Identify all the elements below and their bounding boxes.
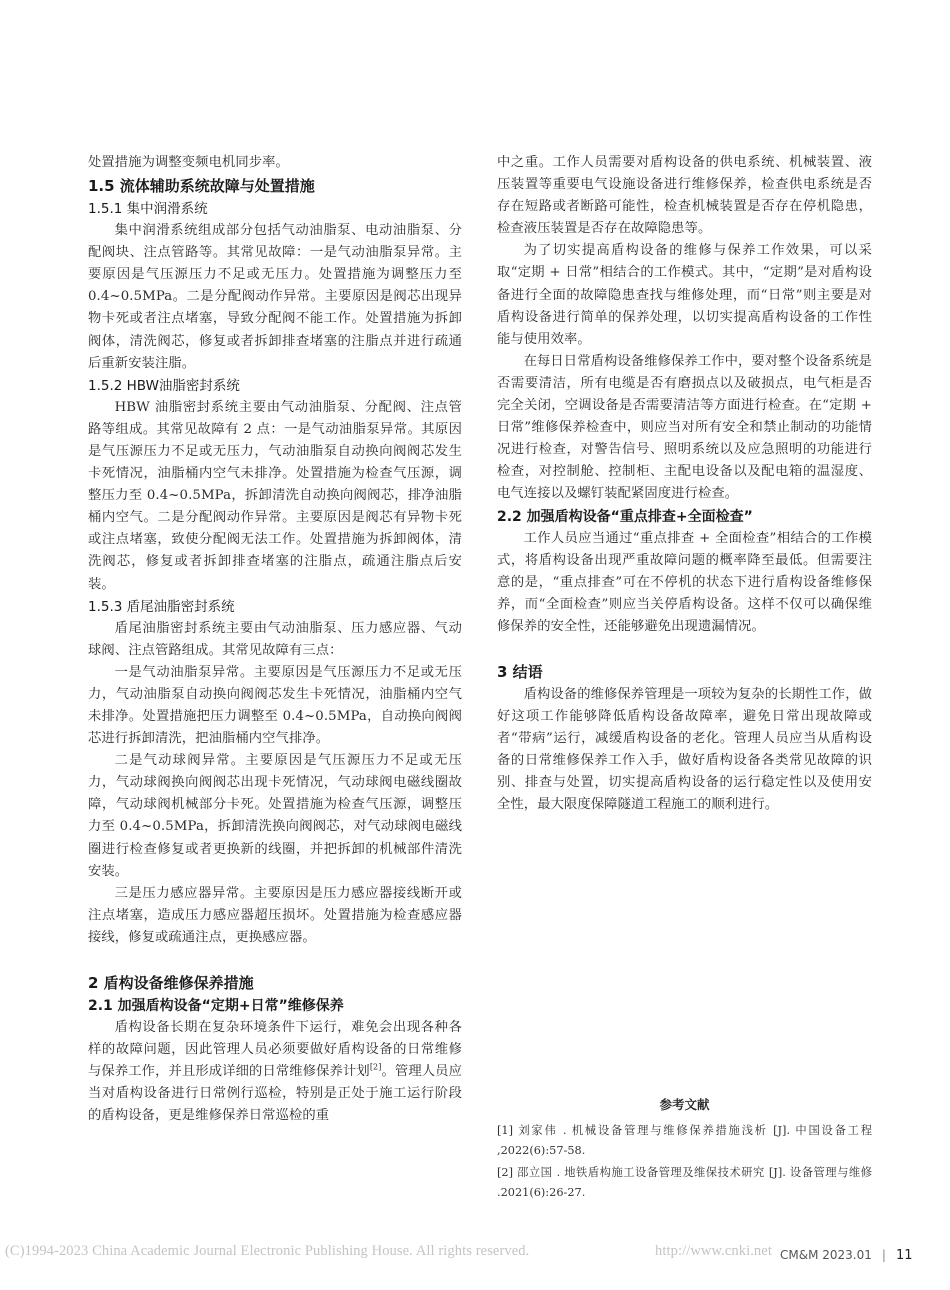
paragraph-2-1-b: 为了切实提高盾构设备的维修与保养工作效果，可以采取“定期 + 日常”相结合的工作模式。其中，“定期”是对盾构设备进行全面的故障隐患查找与维修处理，而“日常”则主要是对盾构设备进行简单的保养处理，以切实提高盾构设备的工作性能与使用效率。 bbox=[497, 243, 872, 347]
paragraph-2-1 bbox=[88, 1017, 462, 1127]
subsection-heading-1-5-2: 1.5.2 HBW油脂密封系统 bbox=[88, 377, 240, 394]
paragraph-1-5-1: 集中润滑系统组成部分包括气动油脂泵、电动油脂泵、分配阀块、注点管路等。其常见故障：一是气动油脂泵异常。主要原因是气压源压力不足或无压力。处置措施为调整压力至 0.4~0.5MPa。二是分配阀动作异常。主要原因是阀芯出现异物卡死或者注点堵塞，导致分配阀不能工作。处置措施为拆卸阀体，清洗阀芯，修复或者拆卸排查堵塞的注脂点并进行疏通后重新安装注脂。 bbox=[88, 223, 462, 371]
copyright-text: (C)1994-2023 China Academic Journal Electronic Publishing House. All rights reserved. bbox=[5, 1243, 530, 1259]
section-heading-2: 2 盾构设备维修保养措施 bbox=[88, 974, 254, 992]
paragraph-1-5-3-intro: 盾尾油脂密封系统主要由气动油脂泵、压力感应器、气动球阀、注点管路组成。其常见故障有三点： bbox=[88, 620, 462, 658]
right-column bbox=[497, 152, 872, 817]
citation-2[interactable]: [2] bbox=[369, 1062, 382, 1072]
references-title: 参考文献 bbox=[659, 1097, 710, 1112]
left-column bbox=[88, 152, 462, 1127]
paragraph-1-5-3-second: 二是气动球阀异常。主要原因是气压源压力不足或无压力，气动球阀换向阀阀芯出现卡死情况，气动球阀电磁线圈故障，气动球阀机械部分卡死。处置措施为检查气压源，调整压力至 0.4~0.5MPa，拆卸清洗换向阀阀芯，对气动球阀电磁线圈进行检查修复或者更换新的线圈，并把拆卸的机械部件清洗安装。 bbox=[88, 753, 462, 879]
subsection-heading-1-5-3: 1.5.3 盾尾油脂密封系统 bbox=[88, 598, 235, 615]
paragraph-1-5-2: HBW 油脂密封系统主要由气动油脂泵、分配阀、注点管路等组成。其常见故障有 2 点：一是气动油脂泵异常。其原因是气压源压力不足或无压力，气动油脂泵自动换向阀阀芯发生卡死情况，油脂桶内空气未排净。处置措施为检查气压源，调整压力至 0.4~0.5MPa，拆卸清洗自动换向阀阀芯，排净油脂桶内空气。二是分配阀动作异常。主要原因是阀芯有异物卡死或注点堵塞，致使分配阀无法工作。处置措施为拆卸阀体，清洗阀芯，修复或者拆卸排查堵塞的注脂点，疏通注脂点后安装。 bbox=[88, 399, 462, 592]
page-footer bbox=[780, 1248, 913, 1263]
section-heading-3: 3 结语 bbox=[497, 662, 543, 681]
paragraph-2-1-text-cont: 。管理人员应当对盾构设备进行日常例行巡检，特别是正处于施工运行阶段的盾构设备，更是维修保养日常巡检的重 bbox=[88, 1064, 462, 1124]
copyright-url: http://www.cnki.net bbox=[655, 1243, 772, 1259]
subsection-heading-2-2: 2.2 加强盾构设备“重点排查+全面检查” bbox=[497, 508, 753, 525]
section-heading-1-5: 1.5 流体辅助系统故障与处置措施 bbox=[88, 177, 315, 196]
journal-issue: CM&M 2023.01 bbox=[780, 1248, 872, 1262]
paragraph-1-5-3-third: 三是压力感应器异常。主要原因是压力感应器接线断开或注点堵塞，造成压力感应器超压损坏。处置措施为检查感应器接线，修复或疏通注点，更换感应器。 bbox=[88, 885, 462, 945]
paragraph-carryover: 处置措施为调整变频电机同步率。 bbox=[88, 155, 289, 170]
reference-item: [2] 邵立国 . 地铁盾构施工设备管理及维保技术研究 [J]. 设备管理与维修 .2021(6):26-27. bbox=[497, 1166, 872, 1199]
paragraph-1-5-3-first: 一是气动油脂泵异常。主要原因是气压源压力不足或无压力，气动油脂泵自动换向阀阀芯发生卡死情况，油脂桶内空气未排净。处置措施把压力调整至 0.4~0.5MPa，自动换向阀阀芯进行拆卸清洗，把油脂桶内空气排净。 bbox=[88, 664, 462, 747]
reference-item: [1] 刘家伟 . 机械设备管理与维修保养措施浅析 [J]. 中国设备工程 ,2022(6):57-58. bbox=[497, 1124, 872, 1157]
paragraph-2-2: 工作人员应当通过“重点排查 + 全面检查”相结合的工作模式，将盾构设备出现严重故障问题的概率降至最低。但需要注意的是，“重点排查”可在不停机的状态下进行盾构设备维修保养，而“全面检查”则应当关停盾构设备。这样不仅可以确保维修保养的安全性，还能够避免出现遗漏情况。 bbox=[497, 530, 872, 634]
subsection-heading-2-1: 2.1 加强盾构设备“定期+日常”维修保养 bbox=[88, 998, 344, 1014]
footer-separator: | bbox=[881, 1248, 886, 1262]
paragraph-2-1-continued: 中之重。工作人员需要对盾构设备的供电系统、机械装置、液压装置等重要电气设施设备进行维修保养，检查供电系统是否存在短路或者断路可能性，检查机械装置是否存在停机隐患，检查液压装置是否存在故障隐患等。 bbox=[497, 155, 872, 237]
paragraph-2-1-text: 盾构设备长期在复杂环境条件下运行，难免会出现各种各样的故障问题，因此管理人员必须要做好盾构设备的日常维修与保养工作，并且形成详细的日常维修保养计划 bbox=[88, 1020, 462, 1080]
paragraph-2-1-c: 在每日日常盾构设备维修保养工作中，要对整个设备系统是否需要清洁，所有电缆是否有磨损点以及破损点，电气柜是否完全关闭，空调设备是否需要清洁等方面进行检查。在“定期 + 日常”维修保养检查中，则应当对所有安全和禁止制动的功能情况进行检查，对警告信号、照明系统以及应急照明的功能进行检查，对控制舱、控制柜、主配电设备以及配电箱的温湿度、电气连接以及螺钉装配紧固度进行检查。 bbox=[497, 353, 872, 502]
references bbox=[497, 1095, 872, 1205]
paragraph-3: 盾构设备的维修保养管理是一项较为复杂的长期性工作，做好这项工作能够降低盾构设备故障率，避免日常出现故障或者“带病”运行，减缓盾构设备的老化。管理人员应当从盾构设备的日常维修保养工作入手，做好盾构设备各类常见故障的识别、排查与处置，切实提高盾构设备的运行稳定性以及使用安全性，最大限度保障隧道工程施工的顺利进行。 bbox=[497, 686, 872, 813]
subsection-heading-1-5-1: 1.5.1 集中润滑系统 bbox=[88, 201, 208, 218]
page-number: 11 bbox=[895, 1248, 913, 1263]
